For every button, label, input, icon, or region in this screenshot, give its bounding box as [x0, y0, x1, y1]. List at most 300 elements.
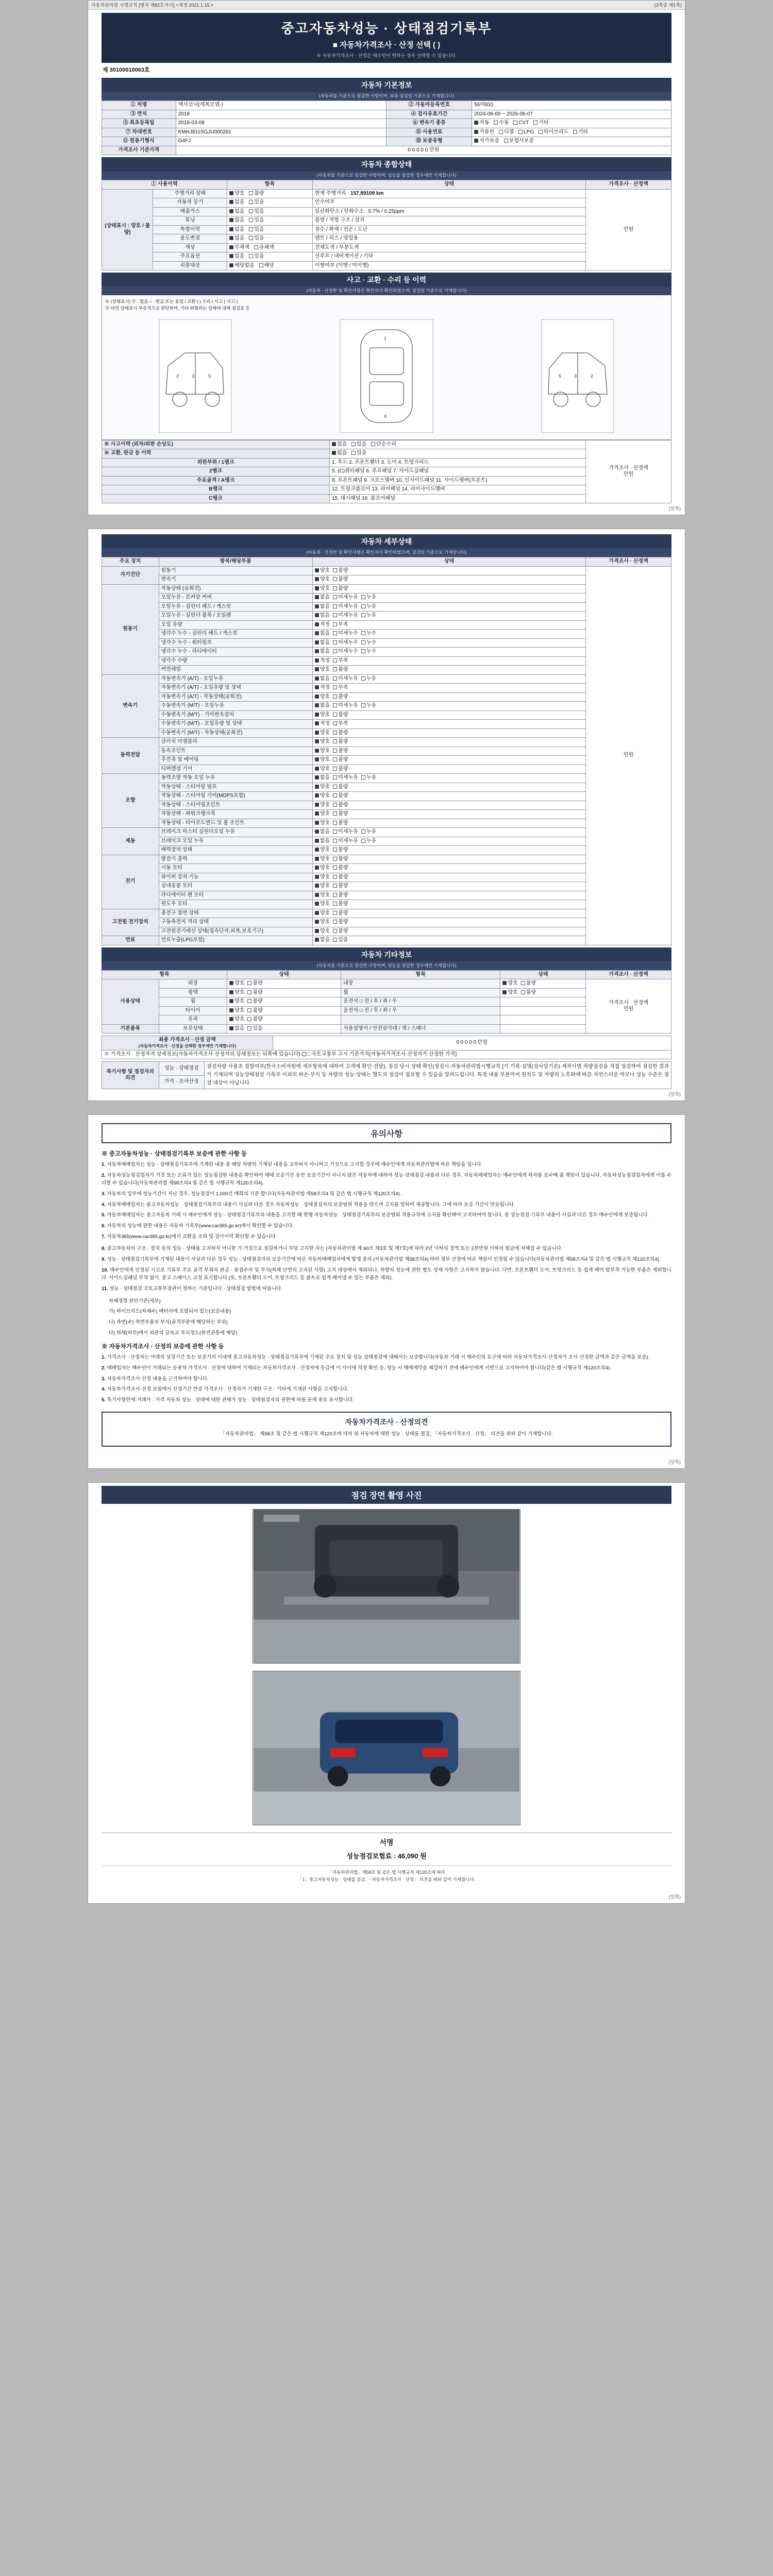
diagram-legend [105, 298, 668, 312]
detail-item-3-2: 추진축 및 베어링 [159, 756, 312, 765]
checkbox-etc-0-1[interactable]: 불량 [247, 980, 262, 987]
detail-state-1-9[interactable] [312, 666, 585, 675]
accident-diagram-box [102, 295, 671, 440]
checkbox-4-3-0[interactable]: 양호 [315, 802, 330, 809]
checkbox-standard-price[interactable]: □ 국토교통부 고시 기준가격(자동차가격조사·산정자가 산정한 가격) [302, 1052, 457, 1058]
etc-item-5: 보유상태 [159, 1024, 227, 1033]
checkbox-applicable-8[interactable]: 해당 [259, 263, 274, 269]
checkbox-yes-4[interactable]: 있음 [249, 227, 264, 233]
detail-item-1-8: 냉각수 수량 [159, 656, 312, 666]
checkbox-1-1-1[interactable]: 미세누유 [333, 595, 358, 601]
detail-group-8: 연료 [102, 936, 159, 945]
detail-item-2-5: 수동변속기 (M/T) - 오일유량 및 상태 [159, 720, 312, 729]
checkbox-yes-1[interactable]: 있음 [249, 199, 264, 206]
page-subtitle: ■ 자동차가격조사 · 산정 선택 ( ) [332, 41, 441, 49]
notice-list-1 [102, 1161, 671, 1241]
checkbox-4-1-1[interactable]: 불량 [333, 784, 348, 791]
etc-state-0[interactable] [227, 979, 341, 989]
detail-state-1-6[interactable] [312, 638, 585, 648]
checkbox-3-3-1[interactable]: 불량 [333, 766, 348, 773]
detail-item-6-1: 시동 모터 [159, 864, 312, 873]
fuel-option-diesel[interactable]: 디젤 [499, 129, 514, 136]
detail-state-4-5[interactable] [312, 819, 585, 828]
transmission-option-auto[interactable]: 자동 [474, 120, 489, 127]
overall-detail-8: 이행여부 (이행 / 미이행) [312, 261, 585, 270]
notice-subitem: 다) 하체(하부)에서 외관의 금속교 부식정도(완전관통에 해당) [109, 1330, 238, 1336]
checkbox-1-8-0[interactable]: 적정 [315, 658, 330, 665]
warranty-option-self[interactable]: 자가보증 [474, 138, 499, 145]
section-title-accident: 사고 · 교환 · 수리 등 이력 [102, 273, 671, 286]
detail-state-1-2[interactable] [312, 602, 585, 612]
checkbox-2-4-1[interactable]: 불량 [333, 712, 348, 719]
checkbox-6-4-0[interactable]: 양호 [315, 892, 330, 899]
etc-item-1: 광택 [159, 988, 227, 997]
checkbox-1-3-1[interactable]: 미세누유 [333, 613, 358, 619]
checkbox-accident-none[interactable]: 없음 [332, 442, 347, 448]
checkbox-2-5-1[interactable]: 부족 [333, 721, 348, 727]
checkbox-2-0-0[interactable]: 없음 [315, 676, 330, 683]
etc-item-2: 휠 [159, 997, 227, 1007]
checkbox-2-2-1[interactable]: 불량 [333, 694, 348, 701]
overall-state-0[interactable] [227, 189, 313, 198]
notice-item: 2. 매매업자는 매수인이 거래되는 승용차 가격조사 · 산정에 대하여 기재되는 자동차가격조사 · 산정자에 등급에 이 사이에 적정 확인 등, 성능 시 매매계약을 체결하기 전에 매수인에게 서면으로 고지하여야 합니다(같은 법 시행규칙 제120조의4). [102, 1365, 611, 1371]
detail-item-7-0: 충전구 절연 상태 [159, 909, 312, 918]
checkbox-2-0-1[interactable]: 미세누유 [333, 676, 358, 683]
detail-state-1-0[interactable] [312, 584, 585, 594]
overall-state-8[interactable] [227, 261, 313, 270]
detail-item-1-2: 오일누유 - 실린더 헤드 / 개스킷 [159, 602, 312, 612]
etc-state-1[interactable] [227, 988, 341, 997]
table-row [102, 1062, 671, 1076]
overall-price: 만원 [586, 189, 671, 270]
etc-group-5: 기본품목 [102, 1024, 159, 1033]
checkbox-0-0-1[interactable]: 불량 [333, 568, 348, 574]
detail-state-4-0[interactable] [312, 774, 585, 783]
detail-state-4-1[interactable] [312, 783, 585, 792]
checkbox-7-2-1[interactable]: 불량 [333, 928, 348, 935]
overall-state-1[interactable] [227, 198, 313, 208]
checkbox-etc-4-1[interactable]: 불량 [247, 1016, 262, 1023]
checkbox-1-1-2[interactable]: 누유 [361, 595, 376, 601]
checkbox-5-0-0[interactable]: 없음 [315, 829, 330, 836]
checkbox-good-0[interactable]: 양호 [229, 191, 244, 197]
document-page-4 [88, 1482, 685, 1903]
checkbox-none-1[interactable]: 없음 [229, 199, 244, 206]
car-diagram-side-right [539, 317, 616, 435]
checkbox-2-3-2[interactable]: 누유 [361, 703, 376, 709]
checkbox-5-1-1[interactable]: 미세누유 [333, 838, 358, 845]
checkbox-6-2-0[interactable]: 양호 [315, 874, 330, 881]
checkbox-none-3[interactable]: 없음 [229, 217, 244, 224]
checkbox-1-2-2[interactable]: 누유 [361, 604, 376, 611]
detail-item-6-0: 발전기 출력 [159, 855, 312, 864]
detail-state-2-1[interactable] [312, 684, 585, 693]
checkbox-4-5-0[interactable]: 양호 [315, 820, 330, 827]
checkbox-none-4[interactable]: 없음 [229, 227, 244, 233]
detail-state-1-3[interactable] [312, 612, 585, 621]
etc-state2-3[interactable] [500, 1006, 586, 1015]
photo-footnote-line1: 「자동차관리법」제58조 및 같은 법 시행규칙 제120조에 따라 [328, 1870, 445, 1875]
form-reference: 자동차관리법 시행규칙 [별지 제82호서식] <개정 2021.1.15.> [91, 3, 214, 8]
notice-title: 유의사항 [102, 1123, 671, 1143]
checkbox-yes-5[interactable]: 있음 [249, 235, 264, 242]
notice-list-3 [102, 1353, 671, 1404]
overall-state-3[interactable] [227, 216, 313, 226]
notice-item: 4. 자동차매매업자는 중고자동차성능 · 상태점검기록부의 내용이 사실과 다른 경우 자동차성능 · 상태점검자의 보증범위 적용을 받으며 고지를 말하며 제공합니다. 그에 따라 보증 기간이 만료됩니다. [102, 1201, 515, 1208]
checkbox-2-1-0[interactable]: 적정 [315, 685, 330, 691]
checkbox-bad-0[interactable]: 불량 [249, 191, 264, 197]
detail-item-2-2: 자동변속기 (A/T) - 작동상태(공회전) [159, 692, 312, 702]
warranty-option-insurer[interactable]: 보험사보증 [504, 138, 534, 145]
checkbox-3-0-0[interactable]: 양호 [315, 739, 330, 745]
checkbox-4-2-1[interactable]: 불량 [333, 793, 348, 800]
detail-item-0-0: 원동기 [159, 566, 312, 575]
overall-state-6[interactable] [227, 243, 313, 252]
checkbox-etc-2-0[interactable]: 양호 [229, 998, 244, 1005]
checkbox-1-2-0[interactable]: 없음 [315, 604, 330, 611]
etc-price-value: 만원 [623, 1006, 634, 1012]
detail-state-5-1[interactable] [312, 837, 585, 846]
detail-state-3-2[interactable] [312, 756, 585, 765]
detail-state-3-3[interactable] [312, 765, 585, 774]
checkbox-4-5-1[interactable]: 불량 [333, 820, 348, 827]
checkbox-2-5-0[interactable]: 적정 [315, 721, 330, 727]
checkbox-7-1-1[interactable]: 불량 [333, 919, 348, 926]
declaration-box [102, 1412, 671, 1447]
accident-sub-label-0: ※ 사고이력 (외차/외판 손상도) [102, 440, 330, 449]
notice-item: 5. 특기사항란에 거래가 · 가격 자동차 성능 · 상태에 대한 관해가 성능 · 상태점검자의 권한에 따를 문제 중요 표시합니다. [102, 1397, 354, 1403]
checkbox-6-5-1[interactable]: 불량 [333, 901, 348, 908]
notice-item: 3. 자동차의 일부에 성능기간이 지난 경우, 성능점검이 1,000건 매회의 기준 합니다(자동차관리법 제58조의4 및 같은 법 시행규칙 제120조의4). [102, 1191, 401, 1197]
table-row [102, 189, 671, 198]
checkbox-6-3-0[interactable]: 양호 [315, 883, 330, 890]
checkbox-etc-1-0[interactable]: 양호 [229, 990, 244, 996]
checkbox-2-2-0[interactable]: 양호 [315, 694, 330, 701]
overall-state-7[interactable] [227, 252, 313, 262]
checkbox-1-3-2[interactable]: 누유 [361, 613, 376, 619]
fuel-option-lpg[interactable]: LPG [518, 129, 534, 136]
table-header-row [102, 557, 671, 567]
etc-state-4[interactable] [227, 1015, 341, 1025]
detail-state-1-7[interactable] [312, 648, 585, 657]
final-price-title: 최종 가격조사 · 산정 금액 [158, 1037, 216, 1043]
inspection-fee: 성능점검보험료 : 46,090 원 [346, 1852, 427, 1860]
overall-state-5[interactable] [227, 234, 313, 244]
checkbox-3-3-0[interactable]: 양호 [315, 766, 330, 773]
checkbox-6-1-0[interactable]: 양호 [315, 865, 330, 872]
checkbox-6-0-0[interactable]: 양호 [315, 856, 330, 863]
checkbox-4-4-1[interactable]: 불량 [333, 811, 348, 818]
notice-subtitle-1: ※ 중고자동차성능 · 상태점검기록부 보증에 관한 사항 등 [102, 1151, 247, 1157]
etc-state-2[interactable] [227, 997, 341, 1007]
detail-state-0-1[interactable] [312, 575, 585, 585]
special-left-label-1: 성능 · 상태점검 [159, 1062, 204, 1076]
checkbox-2-6-1[interactable]: 불량 [333, 730, 348, 737]
checkbox-2-1-1[interactable]: 부족 [333, 685, 348, 691]
detail-state-1-8[interactable] [312, 656, 585, 666]
checkbox-2-3-0[interactable]: 없음 [315, 703, 330, 709]
checkbox-chromatic[interactable]: 유채색 [254, 245, 274, 251]
checkbox-none-7[interactable]: 없음 [229, 253, 244, 260]
detail-state-6-0[interactable] [312, 855, 585, 864]
overall-state-4[interactable] [227, 225, 313, 234]
detail-head-state: 상태 [312, 557, 585, 567]
checkbox-1-4-0[interactable]: 적정 [315, 622, 330, 629]
detail-state-4-4[interactable] [312, 810, 585, 819]
overall-item-4: 특별이력 [153, 225, 227, 234]
checkbox-7-0-1[interactable]: 불량 [333, 910, 348, 917]
etc-state2-0[interactable] [500, 979, 586, 989]
basic-label-3b: ⑧ 사용연료 [386, 128, 472, 137]
notice-list-2 [102, 1245, 671, 1293]
checkbox-4-0-2[interactable]: 누유 [361, 775, 376, 782]
checkbox-3-2-0[interactable]: 양호 [315, 757, 330, 764]
detail-state-4-3[interactable] [312, 801, 585, 810]
detail-price-value: 만원 [623, 752, 634, 758]
detail-state-6-5[interactable] [312, 900, 585, 909]
checkbox-1-7-0[interactable]: 없음 [315, 649, 330, 655]
detail-state-2-4[interactable] [312, 710, 585, 720]
detail-item-1-9: 커먼레일 [159, 666, 312, 675]
etc-state2-4[interactable] [500, 1015, 586, 1025]
detail-item-2-1: 자동변속기 (A/T) - 오일유량 및 상태 [159, 684, 312, 693]
overall-head-price: 가격조사 · 산정액 [586, 180, 671, 190]
checkbox-etc2-0-0[interactable]: 양호 [502, 980, 517, 987]
checkbox-etc-5-0[interactable]: 없음 [229, 1026, 244, 1032]
detail-state-1-1[interactable] [312, 594, 585, 603]
checkbox-4-0-0[interactable]: 없음 [315, 775, 330, 782]
checkbox-na-8[interactable]: 해당없음 [229, 263, 255, 269]
fuel-option-hybrid[interactable]: 하이브리드 [539, 129, 568, 136]
checkbox-1-8-1[interactable]: 부족 [333, 658, 348, 665]
checkbox-1-0-1[interactable]: 불량 [333, 586, 348, 592]
detail-item-4-1: 작동상태 - 스티어링 펌프 [159, 783, 312, 792]
detail-state-5-2[interactable] [312, 846, 585, 855]
detail-state-2-6[interactable] [312, 728, 585, 738]
page-number: (3쪽중 제1쪽) [654, 3, 682, 8]
detail-item-2-6: 수동변속기 (M/T) - 작동상태(공회전) [159, 728, 312, 738]
accident-sub-options-1[interactable] [330, 449, 586, 459]
accident-price-label: 가격조사 · 산정액 [609, 465, 648, 471]
detail-state-6-1[interactable] [312, 864, 585, 873]
checkbox-5-1-0[interactable]: 없음 [315, 838, 330, 845]
checkbox-etc-4-0[interactable]: 양호 [229, 1016, 244, 1023]
warranty-options[interactable] [472, 137, 671, 146]
checkbox-1-6-2[interactable]: 누수 [361, 640, 376, 647]
checkbox-yes-3[interactable]: 있음 [249, 217, 264, 224]
checkbox-1-5-2[interactable]: 누수 [361, 631, 376, 637]
document-page-2 [88, 529, 685, 1101]
checkbox-none-5[interactable]: 없음 [229, 235, 244, 242]
overall-item-8: 리콜대상 [153, 261, 227, 270]
overall-item-5: 용도변경 [153, 234, 227, 244]
detail-state-3-0[interactable] [312, 738, 585, 747]
transmission-option-manual[interactable]: 수동 [494, 120, 509, 127]
detail-state-7-0[interactable] [312, 909, 585, 918]
overall-detail-5: 렌트 / 리스 / 영업용 [312, 234, 585, 244]
etc-state2-1[interactable] [500, 988, 586, 997]
checkbox-etc2-1-0[interactable]: 양호 [502, 990, 517, 996]
checkbox-3-2-1[interactable]: 불량 [333, 757, 348, 764]
detail-item-4-3: 작동상태 - 스티어링조인트 [159, 801, 312, 810]
checkbox-6-0-1[interactable]: 불량 [333, 856, 348, 863]
transmission-option-cvt[interactable]: CVT [513, 120, 529, 127]
table-row [102, 440, 671, 449]
checkbox-1-9-0[interactable]: 양호 [315, 667, 330, 673]
overall-state-2[interactable] [227, 207, 313, 216]
checkbox-2-3-1[interactable]: 미세누유 [333, 703, 358, 709]
detail-group-3: 동력전달 [102, 738, 159, 774]
checkbox-3-1-1[interactable]: 불량 [333, 748, 348, 755]
checkbox-6-3-1[interactable]: 불량 [333, 883, 348, 890]
detail-group-1: 원동기 [102, 584, 159, 674]
checkbox-4-3-1[interactable]: 불량 [333, 802, 348, 809]
checkbox-3-1-0[interactable]: 양호 [315, 748, 330, 755]
checkbox-etc2-0-1[interactable]: 불량 [521, 980, 536, 987]
checkbox-7-0-0[interactable]: 양호 [315, 910, 330, 917]
checkbox-achromatic[interactable]: 무채색 [229, 245, 249, 251]
page-footer-note: (앞쪽) [668, 506, 681, 511]
detail-state-2-2[interactable] [312, 692, 585, 702]
detail-state-4-2[interactable] [312, 792, 585, 801]
accident-sub-options-0[interactable] [330, 440, 586, 449]
svg-text:3: 3 [574, 373, 577, 379]
detail-state-2-5[interactable] [312, 720, 585, 729]
etc-price-cell [586, 979, 671, 1033]
checkbox-exchange-yes[interactable]: 있음 [351, 450, 366, 457]
checkbox-etc-2-1[interactable]: 불량 [247, 998, 262, 1005]
overall-detail-1: 인수여부 [312, 198, 585, 208]
checkbox-etc-0-0[interactable]: 양호 [229, 980, 244, 987]
etc-state-3[interactable] [227, 1006, 341, 1015]
detail-item-2-3: 수동변속기 (M/T) - 오일누유 [159, 702, 312, 711]
fuel-options[interactable] [472, 128, 671, 137]
detail-state-3-1[interactable] [312, 747, 585, 756]
transmission-option-other[interactable]: 기타 [533, 120, 548, 127]
checkbox-1-5-0[interactable]: 없음 [315, 631, 330, 637]
checkbox-1-0-0[interactable]: 양호 [315, 586, 330, 592]
checkbox-accident-yes[interactable]: 있음 [351, 442, 366, 448]
detail-state-2-3[interactable] [312, 702, 585, 711]
checkbox-2-6-0[interactable]: 양호 [315, 730, 330, 737]
detail-item-5-0: 브레이크 마스터 실린더오일 누유 [159, 828, 312, 837]
checkbox-0-0-0[interactable]: 양호 [315, 568, 330, 574]
checkbox-7-2-0[interactable]: 양호 [315, 928, 330, 935]
checkbox-8-0-1[interactable]: 있음 [333, 937, 348, 944]
checkbox-etc-3-0[interactable]: 양호 [229, 1008, 244, 1014]
svg-text:2: 2 [176, 373, 179, 379]
checkbox-1-5-1[interactable]: 미세누수 [333, 631, 358, 637]
checkbox-6-4-1[interactable]: 불량 [333, 892, 348, 899]
detail-group-4: 조향 [102, 774, 159, 828]
checkbox-1-1-0[interactable]: 없음 [315, 595, 330, 601]
mileage-value: 157,89109 km [350, 190, 384, 196]
checkbox-1-2-1[interactable]: 미세누유 [333, 604, 358, 611]
checkbox-4-1-0[interactable]: 양호 [315, 784, 330, 791]
etc-item2-0: 내장 [341, 979, 500, 989]
checkbox-6-5-0[interactable]: 양호 [315, 901, 330, 908]
basic-label-0: ① 차명 [102, 101, 176, 110]
checkbox-etc-5-1[interactable]: 있음 [247, 1026, 262, 1032]
detail-state-5-0[interactable] [312, 828, 585, 837]
checkbox-yes-2[interactable]: 있음 [249, 209, 264, 215]
checkbox-yes-7[interactable]: 있음 [249, 253, 264, 260]
checkbox-5-1-2[interactable]: 누유 [361, 838, 376, 845]
overall-item-2: 배출가스 [153, 207, 227, 216]
overall-head-usage: ① 사용이력 [102, 180, 227, 190]
notice-subtitle-2: ※ 자동차가격조사 · 산정의 보증에 관한 사항 등 [102, 1344, 224, 1350]
basic-label-2: ⑤ 최초등록일 [102, 119, 176, 128]
detail-state-1-5[interactable] [312, 630, 585, 639]
detail-state-8-0[interactable] [312, 936, 585, 945]
etc-state-5[interactable] [227, 1024, 341, 1033]
checkbox-4-2-0[interactable]: 양호 [315, 793, 330, 800]
detail-state-6-3[interactable] [312, 882, 585, 891]
checkbox-5-0-2[interactable]: 누유 [361, 829, 376, 836]
checkbox-1-7-1[interactable]: 미세누수 [333, 649, 358, 655]
fuel-option-etc[interactable]: 기타 [573, 129, 588, 136]
checkbox-5-0-1[interactable]: 미세누유 [333, 829, 358, 836]
detail-state-2-0[interactable] [312, 674, 585, 684]
special-notes-text: 점검차량 사용초 결함여부(한국소비자원에 세부항목에 대하여 고객에 확인·전달), 점검 당시 상태 확인(점검시·자동차관리법시행규칙 [기 기록·설명(검사일기준)·제작사별 차량점검을 직접 점검하여 점검한 결과가 기재되며 성능상태점검 기록부 이외의 파손·부식 등 차량의 성능·상태는 별도의 점검이 필요할 수 있음을 알려드립니다. 특정 내용 부분까지 원칙도 및 자량의 노후화에 따른 자연스러운 마모나 성능 수준은 점검 대상이 아닙니다. [204, 1062, 671, 1089]
checkbox-7-1-0[interactable]: 양호 [315, 919, 330, 926]
checkbox-3-0-1[interactable]: 불량 [333, 739, 348, 745]
detail-state-6-2[interactable] [312, 873, 585, 882]
checkbox-none-2[interactable]: 없음 [229, 209, 244, 215]
checkbox-1-4-1[interactable]: 부족 [333, 622, 348, 629]
checkbox-2-0-2[interactable]: 누유 [361, 676, 376, 683]
etc-rows-body [102, 979, 671, 1033]
detail-state-7-1[interactable] [312, 918, 585, 927]
checkbox-6-1-1[interactable]: 불량 [333, 865, 348, 872]
checkbox-1-6-1[interactable]: 미세누수 [333, 640, 358, 647]
checkbox-8-0-0[interactable]: 없음 [315, 937, 330, 944]
page-subtitle-note: ※ 자동차가격조사 · 산정은 매수인이 원하는 경우 선택할 수 있습니다. [316, 53, 457, 58]
detail-item-4-2: 작동상태 - 스티어링 기어(MDPS포함) [159, 792, 312, 801]
special-notes-label: 특기사항 및 점검자의 의견 [102, 1062, 159, 1089]
checkbox-etc-3-1[interactable]: 불량 [247, 1008, 262, 1014]
checkbox-2-4-0[interactable]: 양호 [315, 712, 330, 719]
checkbox-4-4-0[interactable]: 양호 [315, 811, 330, 818]
checkbox-4-0-1[interactable]: 미세누유 [333, 775, 358, 782]
checkbox-etc2-1-1[interactable]: 불량 [521, 990, 536, 996]
checkbox-0-1-0[interactable]: 양호 [315, 577, 330, 583]
detail-state-6-4[interactable] [312, 891, 585, 900]
detail-state-1-4[interactable] [312, 620, 585, 630]
checkbox-accident-simple[interactable]: 단순수리 [371, 442, 396, 448]
transmission-options[interactable] [472, 119, 671, 128]
checkbox-6-2-1[interactable]: 불량 [333, 874, 348, 881]
checkbox-etc-1-1[interactable]: 불량 [247, 990, 262, 996]
checkbox-5-2-1[interactable]: 불량 [333, 847, 348, 854]
detail-state-7-2[interactable] [312, 927, 585, 936]
detail-group-5: 제동 [102, 828, 159, 855]
checkbox-1-9-1[interactable]: 불량 [333, 667, 348, 673]
checkbox-1-3-0[interactable]: 없음 [315, 613, 330, 619]
checkbox-exchange-none[interactable]: 없음 [332, 450, 347, 457]
etc-state2-2[interactable] [500, 997, 586, 1007]
detail-item-6-3: 실내송풍 모터 [159, 882, 312, 891]
detail-state-0-0[interactable] [312, 566, 585, 575]
part-cat-1: 2랭크 [102, 467, 330, 477]
checkbox-1-6-0[interactable]: 없음 [315, 640, 330, 647]
checkbox-0-1-1[interactable]: 불량 [333, 577, 348, 583]
checkbox-5-2-0[interactable]: 양호 [315, 847, 330, 854]
table-header-row [102, 970, 671, 979]
etc-state2-5[interactable] [500, 1024, 586, 1033]
fuel-option-gasoline[interactable]: 가솔린 [474, 129, 494, 136]
checkbox-1-7-2[interactable]: 누수 [361, 649, 376, 655]
